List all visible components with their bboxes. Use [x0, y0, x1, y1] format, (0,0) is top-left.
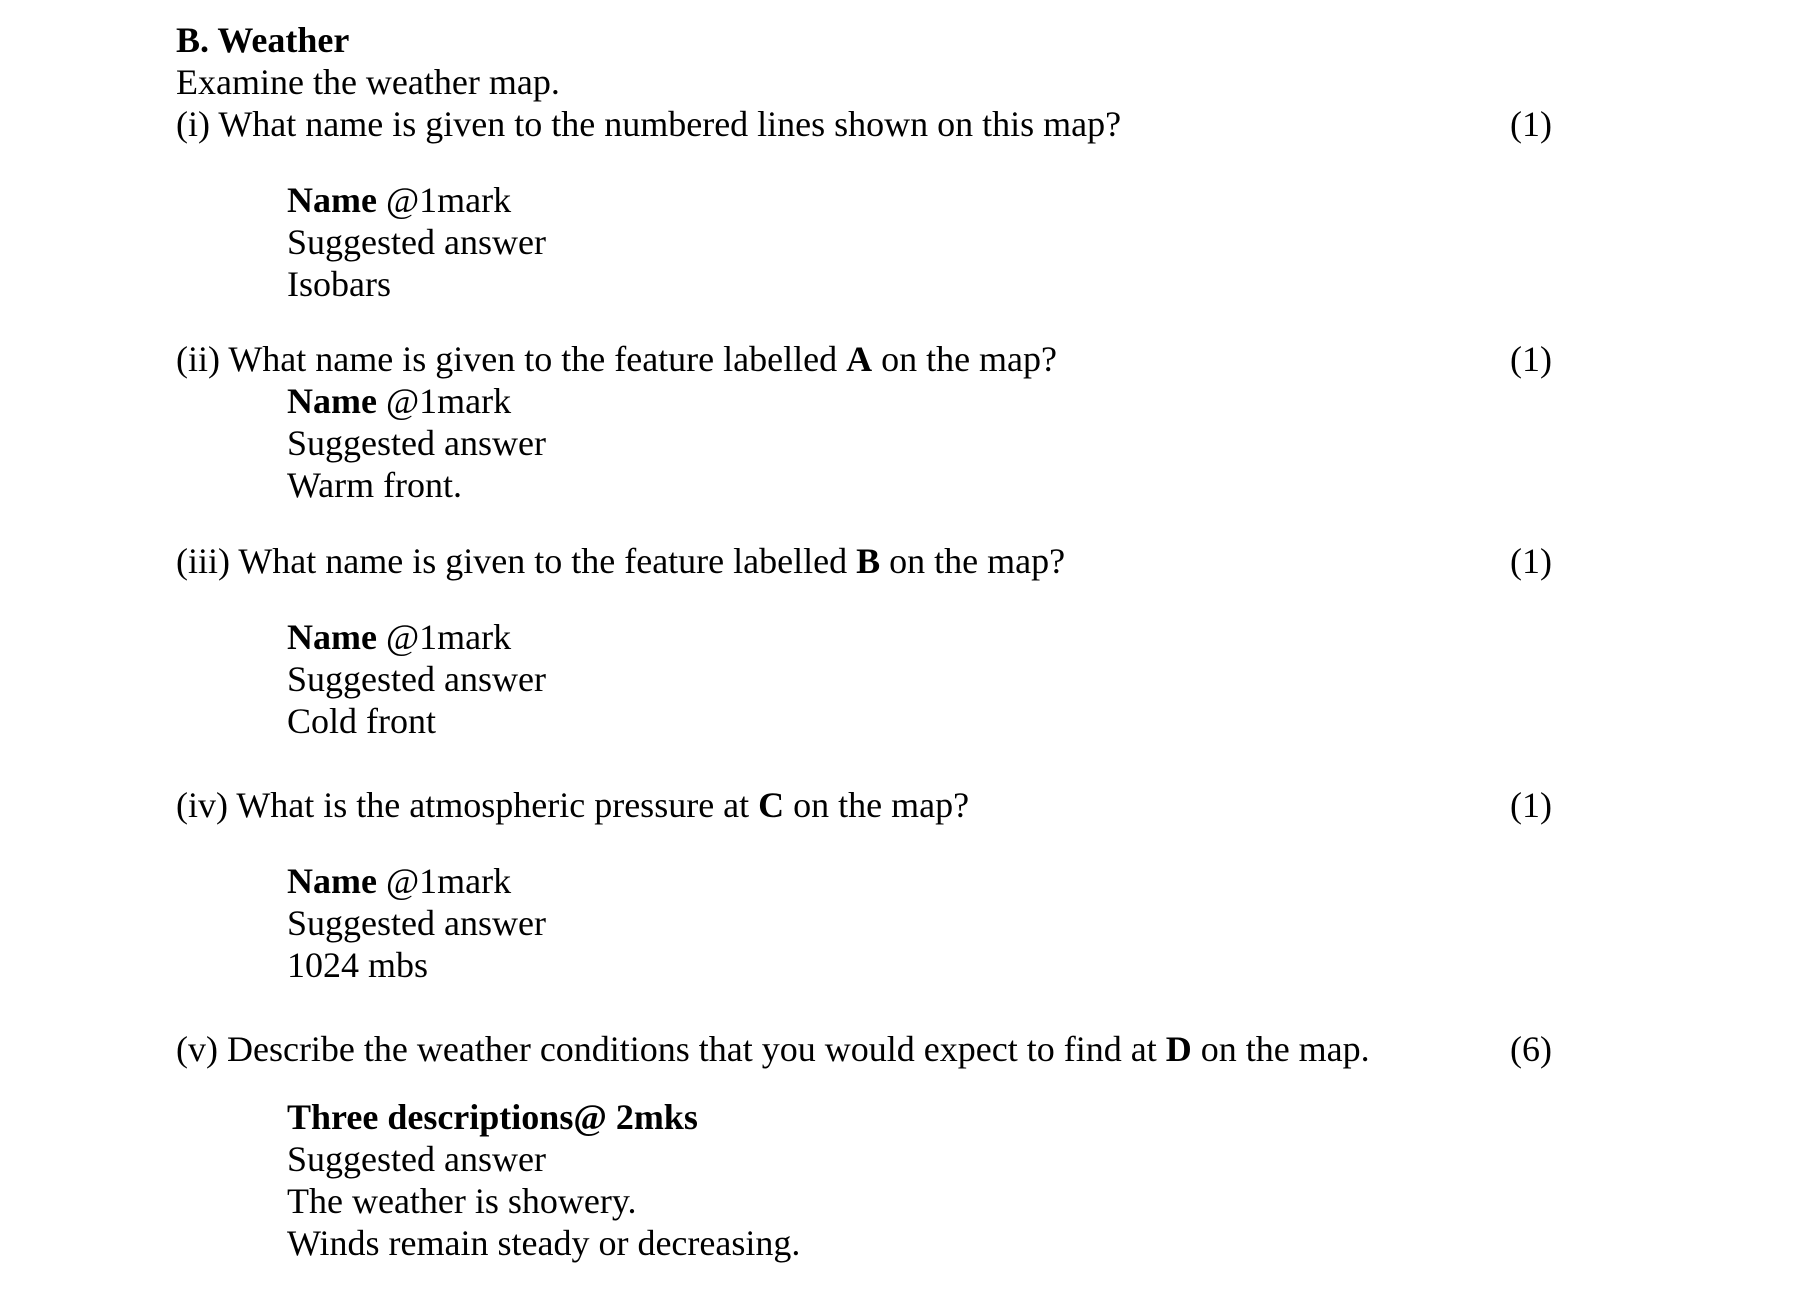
section-intro: Examine the weather map.	[176, 62, 560, 102]
question-ii-text	[176, 338, 1057, 381]
question-i-marks: (1)	[1510, 104, 1552, 144]
question-iv-suggested-label: Suggested answer	[287, 903, 546, 943]
question-i-suggested-label: Suggested answer	[287, 222, 546, 262]
criteria-value: @1mark	[376, 617, 512, 657]
criteria-value: @1mark	[376, 180, 512, 220]
question-iv-criteria	[287, 860, 511, 903]
question-v-prefix: (v) Describe the weather conditions that you would expect to find at	[176, 1029, 1166, 1069]
question-ii-letter: A	[846, 339, 873, 379]
question-ii-suffix: on the map?	[872, 339, 1058, 379]
question-i-answer: Isobars	[287, 264, 391, 304]
question-iii-text	[176, 540, 1065, 583]
question-iv-suffix: on the map?	[784, 785, 970, 825]
question-iii-suffix: on the map?	[880, 541, 1066, 581]
question-v-marks: (6)	[1510, 1029, 1552, 1069]
criteria-value: @1mark	[376, 861, 512, 901]
question-iv-marks: (1)	[1510, 785, 1552, 825]
question-iii-suggested-label: Suggested answer	[287, 659, 546, 699]
question-v-answer-2: Winds remain steady or decreasing.	[287, 1223, 801, 1263]
criteria-label: Name	[287, 861, 377, 901]
question-ii-answer: Warm front.	[287, 465, 463, 505]
question-ii-criteria	[287, 380, 511, 423]
question-iii-marks: (1)	[1510, 541, 1552, 581]
question-i-text	[176, 103, 1121, 146]
question-v-suggested-label: Suggested answer	[287, 1139, 546, 1179]
question-iii-prefix: (iii) What name is given to the feature labelled	[176, 541, 857, 581]
question-ii-prefix: (ii) What name is given to the feature labelled	[176, 339, 847, 379]
criteria-label: Name	[287, 381, 377, 421]
criteria-label: Name	[287, 617, 377, 657]
question-v-suffix: on the map.	[1191, 1029, 1370, 1069]
question-iii-answer: Cold front	[287, 701, 436, 741]
question-iv-prefix: (iv) What is the atmospheric pressure at	[176, 785, 759, 825]
question-iv-letter: C	[758, 785, 785, 825]
question-iii-criteria	[287, 616, 511, 659]
question-v-criteria	[287, 1096, 698, 1139]
question-i-prefix: (i) What name is given to the numbered lines shown on this map?	[176, 104, 1122, 144]
question-iii-letter: B	[856, 541, 881, 581]
question-iv-answer: 1024 mbs	[287, 945, 429, 985]
question-v-text	[176, 1028, 1370, 1071]
question-ii-suggested-label: Suggested answer	[287, 423, 546, 463]
section-heading: B. Weather	[176, 20, 350, 60]
criteria-value: @1mark	[376, 381, 512, 421]
criteria-label: Name	[287, 180, 377, 220]
question-v-answer-1: The weather is showery.	[287, 1181, 637, 1221]
question-iv-text	[176, 784, 969, 827]
question-i-criteria	[287, 179, 511, 222]
question-ii-marks: (1)	[1510, 339, 1552, 379]
criteria-label: Three descriptions@ 2mks	[287, 1097, 698, 1137]
question-v-letter: D	[1165, 1029, 1192, 1069]
